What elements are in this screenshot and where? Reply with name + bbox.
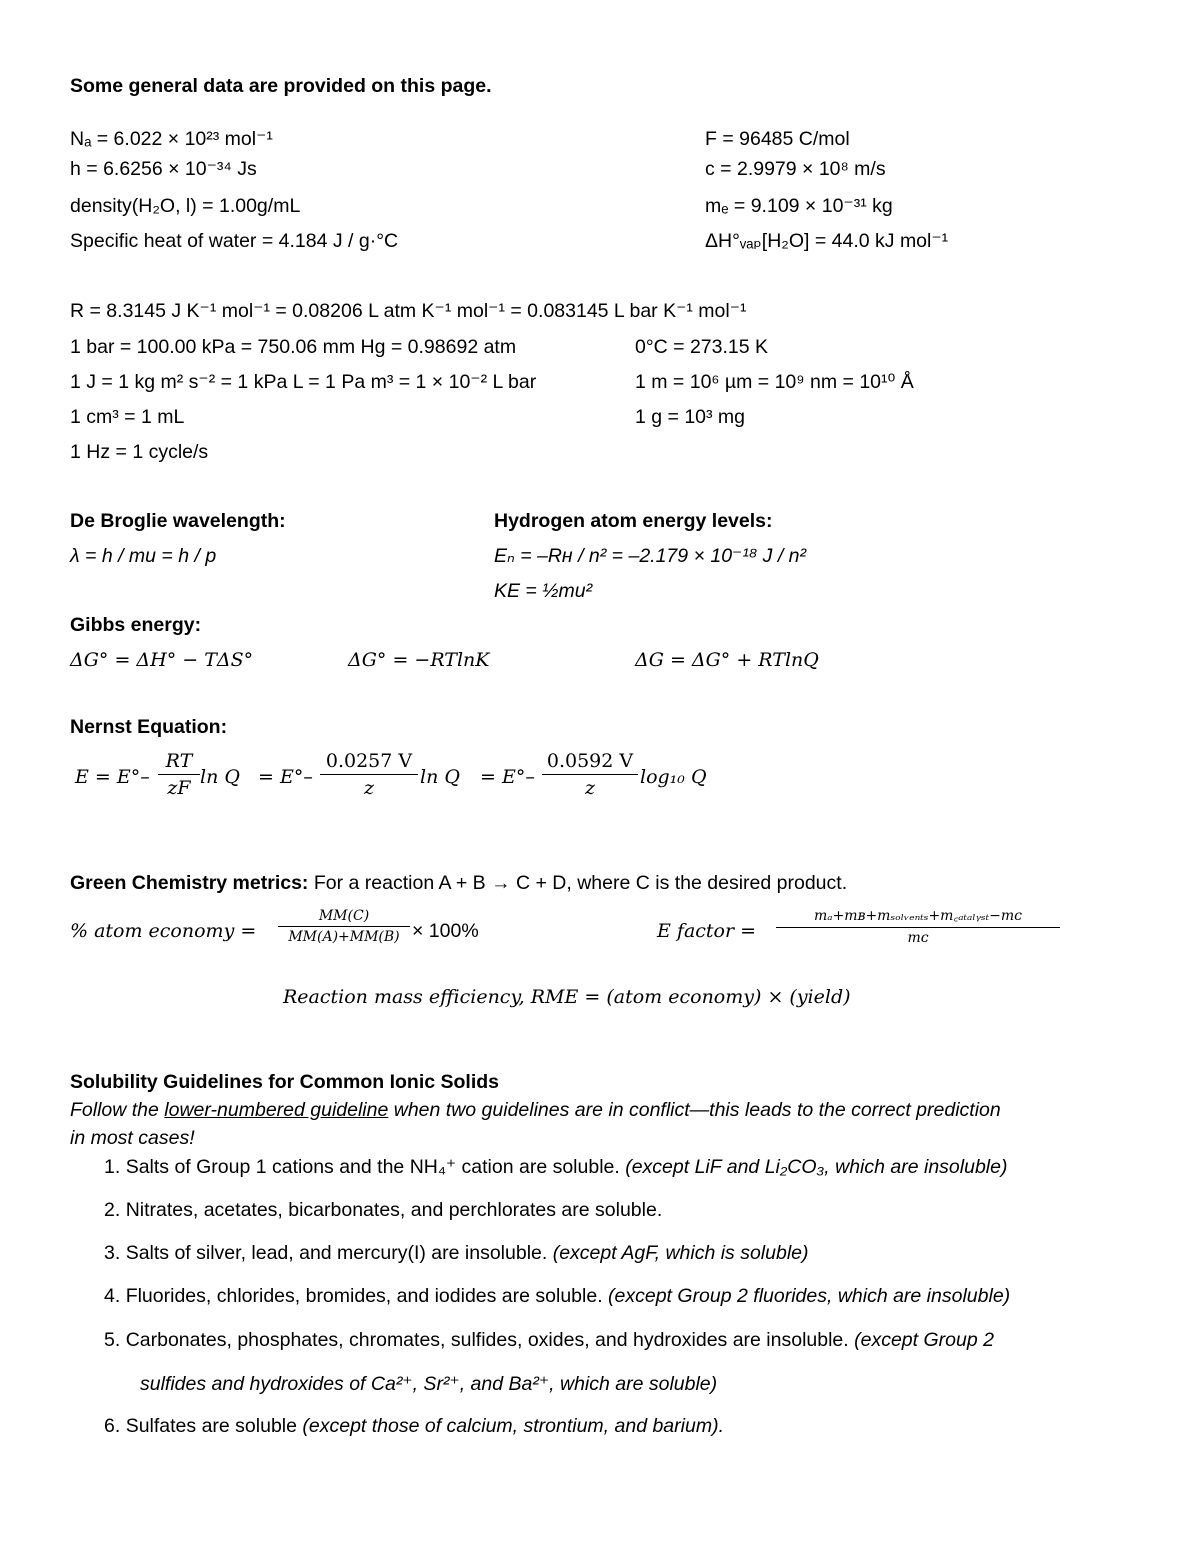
mass-conversion: 1 g = 10³ mg bbox=[635, 406, 746, 428]
rule-exception: (except Group 2 bbox=[854, 1329, 994, 1351]
nernst-log-q: log₁₀ Q bbox=[640, 766, 707, 788]
rule-exception: (except those of calcium, strontium, and barium). bbox=[302, 1415, 724, 1437]
de-broglie-formula: λ = h / mu = h / p bbox=[70, 545, 217, 567]
rule-exception: (except AgF, which is soluble) bbox=[552, 1242, 809, 1264]
nernst-fraction-1-numerator: RT bbox=[165, 750, 193, 772]
atom-economy-tail: × 100% bbox=[412, 920, 479, 942]
electron-mass: mₑ = 9.109 × 10⁻³¹ kg bbox=[705, 195, 893, 217]
length-conversion: 1 m = 10⁶ µm = 10⁹ nm = 10¹⁰ Å bbox=[635, 371, 914, 393]
solubility-rule-4 bbox=[104, 1285, 1010, 1308]
de-broglie-title: De Broglie wavelength: bbox=[70, 510, 286, 532]
temperature-conversion: 0°C = 273.15 K bbox=[635, 336, 769, 358]
rule-text: Carbonates, phosphates, chromates, sulfides, oxides, and hydroxides are insoluble. bbox=[125, 1329, 855, 1351]
e-factor-denominator: mᴄ bbox=[776, 927, 1060, 946]
green-chemistry-heading bbox=[70, 872, 847, 895]
solubility-rule-2 bbox=[104, 1199, 662, 1222]
gibbs-equation-2: ΔG° = −RTlnK bbox=[348, 649, 490, 671]
atom-economy-numerator: MM(C) bbox=[318, 908, 370, 924]
nernst-fraction-0257 bbox=[320, 750, 418, 799]
water-density: density(H₂O, l) = 1.00g/mL bbox=[70, 195, 301, 217]
energy-conversion: 1 J = 1 kg m² s⁻² = 1 kPa L = 1 Pa m³ = 1 × 10⁻² L bar bbox=[70, 371, 537, 393]
rule-text: Salts of silver, lead, and mercury(I) are insoluble. bbox=[125, 1242, 553, 1264]
solubility-rule-3 bbox=[104, 1242, 809, 1265]
volume-conversion: 1 cm³ = 1 mL bbox=[70, 406, 185, 428]
hydrogen-formula: Eₙ = –Rʜ / n² = –2.179 × 10⁻¹⁸ J / n² bbox=[494, 545, 807, 567]
rule-exception: (except LiF and Li₂CO₃, which are insoluble) bbox=[625, 1156, 1008, 1178]
water-specific-heat: Specific heat of water = 4.184 J / g·°C bbox=[70, 230, 399, 252]
green-chemistry-intro: For a reaction A + B → C + D, where C is the desired product. bbox=[308, 872, 848, 894]
planck-constant: h = 6.6256 × 10⁻³⁴ Js bbox=[70, 158, 257, 180]
enthalpy-vaporization: ΔH°ᵥₐₚ[H₂O] = 44.0 kJ mol⁻¹ bbox=[705, 230, 949, 252]
nernst-fraction-2-denominator: z bbox=[320, 774, 418, 799]
solubility-note bbox=[70, 1099, 1001, 1122]
solubility-note-end: in most cases! bbox=[70, 1127, 195, 1149]
nernst-fraction-1-denominator: zF bbox=[158, 774, 200, 799]
hydrogen-title: Hydrogen atom energy levels: bbox=[494, 510, 773, 532]
e-factor-fraction bbox=[776, 906, 1060, 946]
nernst-lhs: E = E°– bbox=[75, 766, 150, 788]
solubility-title: Solubility Guidelines for Common Ionic Solids bbox=[70, 1071, 500, 1093]
nernst-eq2-prefix: = E°– bbox=[258, 766, 313, 788]
rule-number: 4. bbox=[104, 1285, 121, 1307]
kinetic-energy-formula: KE = ½mu² bbox=[494, 580, 593, 602]
nernst-fraction-0592 bbox=[542, 750, 638, 799]
nernst-ln-q-2: ln Q bbox=[420, 766, 460, 788]
rule-exception: sulfides and hydroxides of Ca²⁺, Sr²⁺, and Ba²⁺, which are soluble) bbox=[140, 1373, 718, 1395]
nernst-fraction-3-denominator: z bbox=[542, 774, 638, 799]
solubility-rule-5 bbox=[104, 1329, 994, 1352]
pressure-conversion: 1 bar = 100.00 kPa = 750.06 mm Hg = 0.98692 atm bbox=[70, 336, 517, 358]
rule-text: Sulfates are soluble bbox=[125, 1415, 303, 1437]
atom-economy-denominator: MM(A)+MM(B) bbox=[278, 926, 410, 945]
solubility-note-c: when two guidelines are in conflict—this leads to the correct prediction bbox=[388, 1099, 1001, 1121]
rule-number: 1. bbox=[104, 1156, 121, 1178]
e-factor-numerator: mₐ+mʙ+mₛₒₗᵥₑₙₜₛ+m꜀ₐₜₐₗᵧₛₜ−mᴄ bbox=[814, 908, 1022, 924]
e-factor-label: E factor = bbox=[657, 920, 757, 942]
nernst-ln-q-1: ln Q bbox=[200, 766, 240, 788]
rule-exception: (except Group 2 fluorides, which are insoluble) bbox=[608, 1285, 1011, 1307]
rule-number: 3. bbox=[104, 1242, 121, 1264]
gibbs-title: Gibbs energy: bbox=[70, 614, 202, 636]
rule-text: Salts of Group 1 cations and the NH₄⁺ cation are soluble. bbox=[125, 1156, 626, 1178]
rule-number: 6. bbox=[104, 1415, 121, 1437]
gibbs-equation-1: ΔG° = ΔH° − TΔS° bbox=[70, 649, 254, 671]
reaction-mass-efficiency: Reaction mass efficiency, RME = (atom economy) × (yield) bbox=[283, 986, 851, 1008]
speed-of-light: c = 2.9979 × 10⁸ m/s bbox=[705, 158, 886, 180]
atom-economy-fraction bbox=[278, 908, 410, 945]
solubility-rule-6 bbox=[104, 1415, 724, 1438]
page-header: Some general data are provided on this page. bbox=[70, 75, 492, 97]
solubility-note-a: Follow the bbox=[70, 1099, 165, 1121]
nernst-eq3-prefix: = E°– bbox=[480, 766, 535, 788]
rule-text: Nitrates, acetates, bicarbonates, and perchlorates are soluble. bbox=[125, 1199, 663, 1221]
faraday-constant: F = 96485 C/mol bbox=[705, 128, 850, 150]
atom-economy-label: % atom economy = bbox=[70, 920, 257, 942]
frequency-conversion: 1 Hz = 1 cycle/s bbox=[70, 441, 209, 463]
rule-text: Fluorides, chlorides, bromides, and iodides are soluble. bbox=[125, 1285, 609, 1307]
solubility-rule-1 bbox=[104, 1156, 1007, 1179]
solubility-note-underlined: lower-numbered guideline bbox=[164, 1099, 389, 1121]
avogadro-constant: Nₐ = 6.022 × 10²³ mol⁻¹ bbox=[70, 128, 273, 150]
nernst-title: Nernst Equation: bbox=[70, 716, 228, 738]
nernst-fraction-3-numerator: 0.0592 V bbox=[546, 750, 634, 772]
green-chemistry-title: Green Chemistry metrics: bbox=[70, 872, 309, 894]
nernst-fraction-2-numerator: 0.0257 V bbox=[325, 750, 413, 772]
rule-number: 2. bbox=[104, 1199, 121, 1221]
solubility-rule-5-continued bbox=[140, 1373, 717, 1396]
rule-number: 5. bbox=[104, 1329, 121, 1351]
gas-constant: R = 8.3145 J K⁻¹ mol⁻¹ = 0.08206 L atm K⁻¹ mol⁻¹ = 0.083145 L bar K⁻¹ mol⁻¹ bbox=[70, 300, 747, 322]
nernst-fraction-rt-zf bbox=[158, 750, 200, 799]
gibbs-equation-3: ΔG = ΔG° + RTlnQ bbox=[635, 649, 819, 671]
